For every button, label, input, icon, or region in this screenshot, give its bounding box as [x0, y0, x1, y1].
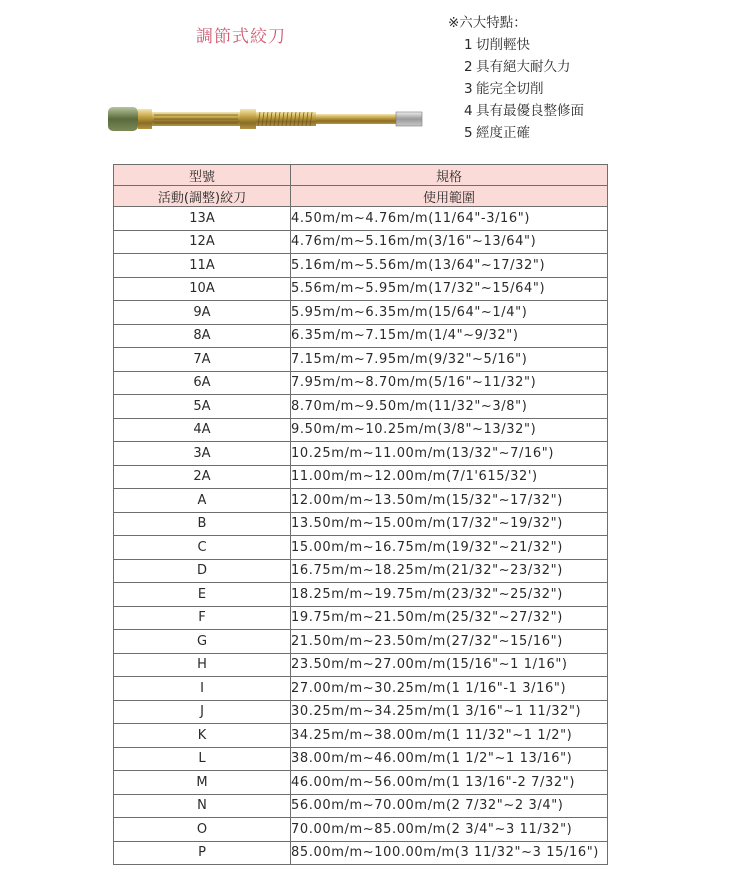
table-row	[114, 818, 608, 842]
model-cell: 13A	[114, 207, 291, 231]
model-cell: L	[114, 747, 291, 771]
table-row	[114, 630, 608, 654]
model-cell: 4A	[114, 418, 291, 442]
table-row	[114, 418, 608, 442]
spec-table	[113, 164, 608, 865]
reamer-shank	[316, 114, 396, 124]
model-cell: 10A	[114, 277, 291, 301]
table-row	[114, 254, 608, 278]
range-cell: 27.00m/m~30.25m/m(1 1/16"-1 3/16")	[291, 677, 608, 701]
feature-number: 5	[464, 125, 473, 141]
table-row	[114, 442, 608, 466]
feature-text: 具有絕大耐久力	[476, 59, 571, 75]
table-row	[114, 700, 608, 724]
feature-number: 1	[464, 37, 473, 53]
model-cell: J	[114, 700, 291, 724]
model-cell: 12A	[114, 230, 291, 254]
table-row	[114, 465, 608, 489]
range-cell: 5.16m/m~5.56m/m(13/64"~17/32")	[291, 254, 608, 278]
feature-item	[448, 122, 584, 144]
table-row	[114, 606, 608, 630]
range-cell: 21.50m/m~23.50m/m(27/32"~15/16")	[291, 630, 608, 654]
feature-number: 3	[464, 81, 473, 97]
range-cell: 7.15m/m~7.95m/m(9/32"~5/16")	[291, 348, 608, 372]
range-cell: 18.25m/m~19.75m/m(23/32"~25/32")	[291, 583, 608, 607]
model-cell: 9A	[114, 301, 291, 325]
range-cell: 6.35m/m~7.15m/m(1/4"~9/32")	[291, 324, 608, 348]
table-row	[114, 512, 608, 536]
model-cell: H	[114, 653, 291, 677]
table-row	[114, 207, 608, 231]
header-spec: 規格	[291, 165, 608, 186]
range-cell: 11.00m/m~12.00m/m(7/1'615/32')	[291, 465, 608, 489]
model-cell: I	[114, 677, 291, 701]
range-cell: 4.76m/m~5.16m/m(3/16"~13/64")	[291, 230, 608, 254]
range-cell: 85.00m/m~100.00m/m(3 11/32"~3 15/16")	[291, 841, 608, 865]
model-cell: 6A	[114, 371, 291, 395]
table-row	[114, 724, 608, 748]
adjustable-reamer-image	[104, 100, 426, 140]
model-cell: 8A	[114, 324, 291, 348]
table-row	[114, 348, 608, 372]
table-row	[114, 653, 608, 677]
reamer-square-end	[396, 112, 422, 126]
table-row	[114, 395, 608, 419]
range-cell: 13.50m/m~15.00m/m(17/32"~19/32")	[291, 512, 608, 536]
range-cell: 34.25m/m~38.00m/m(1 11/32"~1 1/2")	[291, 724, 608, 748]
table-row	[114, 324, 608, 348]
table-row	[114, 277, 608, 301]
feature-text: 切削輕快	[476, 37, 530, 53]
reamer-head	[108, 107, 138, 131]
model-cell: 2A	[114, 465, 291, 489]
model-cell: D	[114, 559, 291, 583]
range-cell: 10.25m/m~11.00m/m(13/32"~7/16")	[291, 442, 608, 466]
range-cell: 56.00m/m~70.00m/m(2 7/32"~2 3/4")	[291, 794, 608, 818]
feature-item	[448, 100, 584, 122]
range-cell: 15.00m/m~16.75m/m(19/32"~21/32")	[291, 536, 608, 560]
table-row	[114, 489, 608, 513]
table-row	[114, 841, 608, 865]
range-cell: 16.75m/m~18.25m/m(21/32"~23/32")	[291, 559, 608, 583]
range-cell: 5.56m/m~5.95m/m(17/32"~15/64")	[291, 277, 608, 301]
model-cell: K	[114, 724, 291, 748]
table-row	[114, 677, 608, 701]
table-row	[114, 794, 608, 818]
table-header-row	[114, 165, 608, 186]
table-row	[114, 583, 608, 607]
table-row	[114, 747, 608, 771]
range-cell: 19.75m/m~21.50m/m(25/32"~27/32")	[291, 606, 608, 630]
model-cell: G	[114, 630, 291, 654]
reamer-nut	[240, 109, 256, 129]
reamer-collar	[138, 109, 152, 129]
table-row	[114, 301, 608, 325]
table-row	[114, 536, 608, 560]
range-cell: 46.00m/m~56.00m/m(1 13/16"-2 7/32")	[291, 771, 608, 795]
range-cell: 23.50m/m~27.00m/m(15/16"~1 1/16")	[291, 653, 608, 677]
table-row	[114, 230, 608, 254]
header-range: 使用範圍	[291, 186, 608, 207]
range-cell: 4.50m/m~4.76m/m(11/64"-3/16")	[291, 207, 608, 231]
range-cell: 70.00m/m~85.00m/m(2 3/4"~3 11/32")	[291, 818, 608, 842]
model-cell: P	[114, 841, 291, 865]
table-row	[114, 371, 608, 395]
table-header-row	[114, 186, 608, 207]
feature-text: 經度正確	[476, 125, 530, 141]
feature-text: 具有最優良整修面	[476, 103, 584, 119]
model-cell: 5A	[114, 395, 291, 419]
model-cell: B	[114, 512, 291, 536]
feature-item	[448, 78, 584, 100]
range-cell: 38.00m/m~46.00m/m(1 1/2"~1 13/16")	[291, 747, 608, 771]
table-row	[114, 771, 608, 795]
header-model: 型號	[114, 165, 291, 186]
feature-number: 2	[464, 59, 473, 75]
model-cell: M	[114, 771, 291, 795]
model-cell: 7A	[114, 348, 291, 372]
feature-item	[448, 34, 584, 56]
feature-item	[448, 56, 584, 78]
model-cell: 3A	[114, 442, 291, 466]
range-cell: 9.50m/m~10.25m/m(3/8"~13/32")	[291, 418, 608, 442]
model-cell: F	[114, 606, 291, 630]
range-cell: 5.95m/m~6.35m/m(15/64"~1/4")	[291, 301, 608, 325]
range-cell: 12.00m/m~13.50m/m(15/32"~17/32")	[291, 489, 608, 513]
range-cell: 7.95m/m~8.70m/m(5/16"~11/32")	[291, 371, 608, 395]
page-title: 調節式絞刀	[196, 27, 286, 47]
features-list	[448, 12, 584, 144]
model-cell: E	[114, 583, 291, 607]
model-cell: 11A	[114, 254, 291, 278]
range-cell: 30.25m/m~34.25m/m(1 3/16"~1 11/32")	[291, 700, 608, 724]
range-cell: 8.70m/m~9.50m/m(11/32"~3/8")	[291, 395, 608, 419]
model-cell: O	[114, 818, 291, 842]
model-cell: A	[114, 489, 291, 513]
table-row	[114, 559, 608, 583]
header-adjustable-reamer: 活動(調整)絞刀	[114, 186, 291, 207]
model-cell: N	[114, 794, 291, 818]
model-cell: C	[114, 536, 291, 560]
features-heading: ※六大特點：	[448, 15, 527, 31]
feature-text: 能完全切削	[476, 81, 544, 97]
feature-number: 4	[464, 103, 473, 119]
